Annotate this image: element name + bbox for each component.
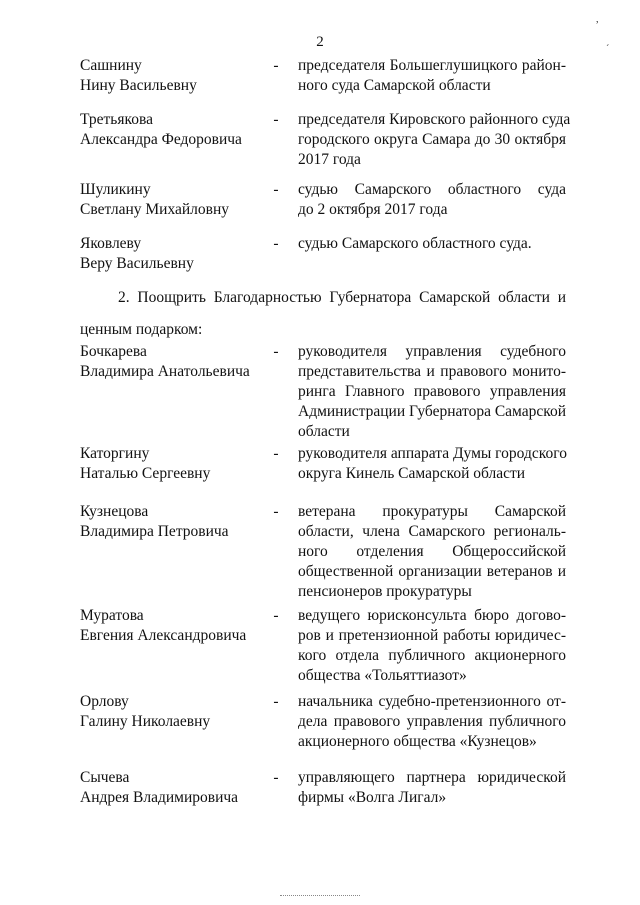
person-name	[80, 768, 260, 808]
dash-separator: -	[273, 769, 279, 786]
person-name	[80, 606, 260, 646]
description-line: ринга Главного правового управления	[298, 383, 566, 400]
person-given-names: Нину Васильевну	[80, 77, 197, 94]
description-line: ного отделения Общероссийской	[298, 543, 566, 560]
person-given-names: Галину Николаевну	[80, 713, 211, 730]
section-paragraph	[80, 288, 566, 340]
description-line: фирмы «Волга Лигал»	[298, 789, 447, 806]
description-line: пенсионеров прокуратуры	[298, 583, 472, 600]
description-line: акционерного общества «Кузнецов»	[298, 733, 537, 750]
person-name	[80, 692, 260, 732]
description-line: 2017 года	[298, 151, 361, 168]
person-name	[80, 110, 260, 150]
position-description	[298, 110, 571, 170]
description-line: ного суда Самарской области	[298, 77, 491, 94]
position-description	[298, 56, 566, 96]
description-line: начальника судебно-претензионного от-	[298, 693, 566, 710]
person-surname: Бочкарева	[80, 343, 147, 360]
dash-separator: -	[273, 181, 279, 198]
description-line: представительства и правового монито-	[298, 363, 566, 380]
dash-separator: -	[273, 503, 279, 520]
scan-mark: ´	[606, 44, 610, 55]
person-surname: Орлову	[80, 693, 129, 710]
person-surname: Кузнецова	[80, 503, 149, 520]
person-name	[80, 180, 260, 220]
position-description	[298, 768, 566, 808]
description-line: области, члена Самарского региональ-	[298, 523, 566, 540]
description-line: председателя Большеглушицкого район-	[298, 57, 566, 74]
scan-artifact-line	[280, 895, 360, 897]
dash-separator: -	[273, 607, 279, 624]
description-line: кого отдела публичного акционерного	[298, 647, 566, 664]
description-line: городского округа Самара до 30 октября	[298, 131, 566, 148]
person-name	[80, 502, 260, 542]
person-surname: Каторгину	[80, 445, 150, 462]
position-description	[298, 180, 566, 220]
dash-separator: -	[273, 343, 279, 360]
description-line: судью Самарского областного суда	[298, 181, 566, 198]
person-given-names: Андрея Владимировича	[80, 789, 239, 806]
person-given-names: Владимира Петровича	[80, 523, 229, 540]
person-surname: Муратова	[80, 607, 144, 624]
description-line: руководителя аппарата Думы городского	[298, 445, 567, 462]
person-given-names: Светлану Михайловну	[80, 201, 230, 218]
person-surname: Яковлеву	[80, 235, 142, 252]
description-line: управляющего партнера юридической	[298, 769, 566, 786]
dash-separator: -	[273, 57, 279, 74]
dash-separator: -	[273, 693, 279, 710]
position-description	[298, 502, 566, 602]
person-surname: Сычева	[80, 769, 130, 786]
position-description	[298, 606, 566, 686]
description-line: округа Кинель Самарской области	[298, 465, 526, 482]
description-line: ров и претензионной работы юридичес-	[298, 627, 566, 644]
description-line: ветерана прокуратуры Самарской	[298, 503, 566, 520]
dash-separator: -	[273, 111, 279, 128]
person-surname: Шуликину	[80, 181, 151, 198]
person-given-names: Веру Васильевну	[80, 255, 194, 272]
person-name	[80, 56, 260, 96]
description-line: руководителя управления судебного	[298, 343, 566, 360]
position-description	[298, 234, 566, 254]
description-line: дела правового управления публичного	[298, 713, 566, 730]
person-given-names: Евгения Александровича	[80, 627, 247, 644]
position-description	[298, 444, 566, 484]
dash-separator: -	[273, 445, 279, 462]
person-name	[80, 342, 260, 382]
description-line: общественной организации ветеранов и	[298, 563, 566, 580]
description-line: до 2 октября 2017 года	[298, 201, 448, 218]
person-surname: Третьякова	[80, 111, 153, 128]
description-line: ведущего юрисконсульта бюро догово-	[298, 607, 566, 624]
page-number: 2	[316, 34, 324, 50]
description-line: общества «Тольяттиазот»	[298, 667, 467, 684]
person-surname: Сашнину	[80, 57, 142, 74]
person-given-names: Наталью Сергеевну	[80, 465, 211, 482]
paragraph-line: ценным подарком:	[80, 321, 203, 338]
person-name	[80, 234, 260, 274]
description-line: председателя Кировского районного суда	[298, 111, 571, 128]
person-given-names: Александра Федоровича	[80, 131, 242, 148]
person-name	[80, 444, 260, 484]
dash-separator: -	[273, 235, 279, 252]
position-description	[298, 342, 566, 442]
person-given-names: Владимира Анатольевича	[80, 363, 250, 380]
description-line: области	[298, 423, 350, 440]
description-line: судью Самарского областного суда.	[298, 235, 532, 252]
scan-mark: ,	[596, 14, 599, 25]
description-line: Администрации Губернатора Самарской	[298, 403, 567, 420]
position-description	[298, 692, 566, 752]
paragraph-line: 2. Поощрить Благодарностью Губернатора Самарской области и	[118, 289, 566, 306]
